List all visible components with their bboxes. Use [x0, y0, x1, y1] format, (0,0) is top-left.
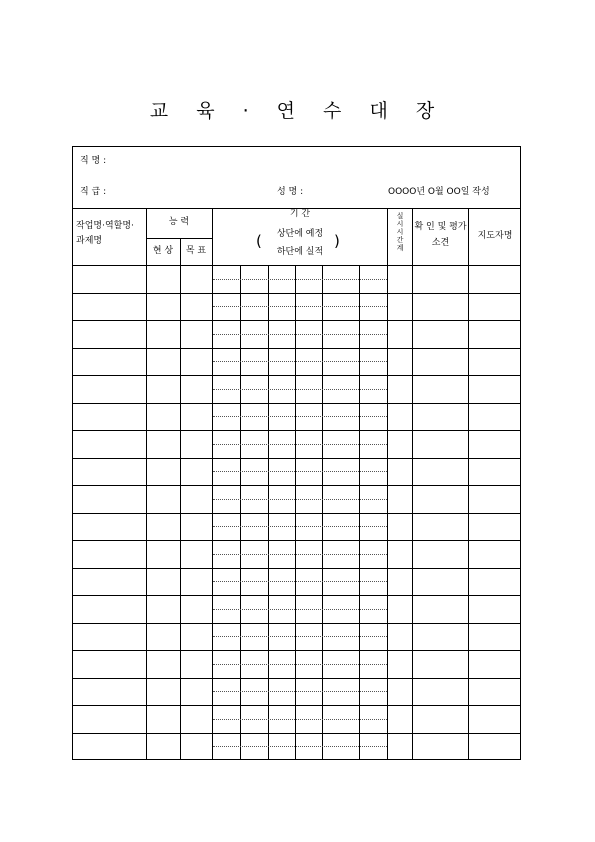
document-title: 교 육 · 연 수 대 장 [149, 100, 446, 122]
header-target: 목 표 [185, 246, 207, 256]
header-period-actual: 하단에 실적 [276, 247, 324, 257]
grade-label: 직 급 : [80, 187, 107, 197]
paren-close: ) [334, 232, 340, 250]
header-task: 작업명·역할명· 과제명 [76, 221, 134, 246]
header-ability: 능 력 [168, 217, 190, 227]
header-period-plan: 상단에 예정 [276, 229, 324, 239]
header-period: 기 간 [289, 209, 311, 219]
header-review: 확 인 및 평가소견 [414, 222, 467, 248]
paren-open: ( [256, 232, 262, 250]
date-text: OOOO년 O월 OO일 작성 [388, 187, 490, 197]
name-label: 성 명 : [277, 187, 304, 197]
header-instructor: 지도자명 [477, 231, 513, 241]
header-current: 현 상 [152, 246, 174, 256]
position-label: 직 명 : [80, 156, 107, 166]
header-hours: 실시시간계 [396, 212, 404, 252]
